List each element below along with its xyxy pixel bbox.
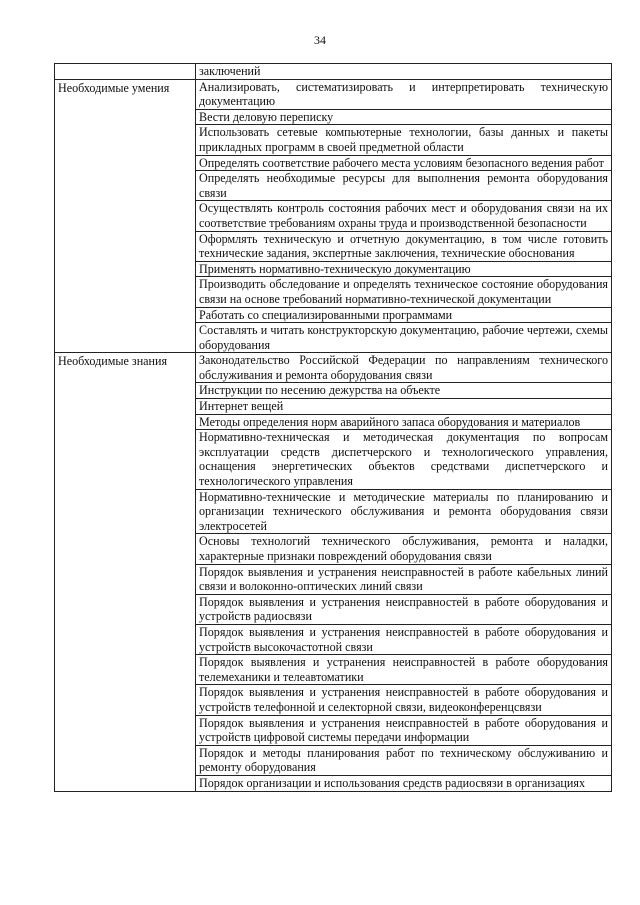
requirements-table <box>54 63 612 792</box>
table-cell: Составлять и читать конструкторскую документацию, рабочие чертежи, схемы оборудования <box>196 323 612 353</box>
table-cell: Порядок выявления и устранения неисправностей в работе кабельных линий связи и волоконно-оптических линий связи <box>196 564 612 594</box>
table-cell: Законодательство Российской Федерации по направлениям технического обслуживания и ремонта оборудования связи <box>196 353 612 383</box>
table-cell: Инструкции по несению дежурства на объекте <box>196 383 612 399</box>
table-cell: Порядок выявления и устранения неисправностей в работе оборудования телемеханики и телеавтоматики <box>196 655 612 685</box>
table-cell: Интернет вещей <box>196 399 612 415</box>
table-cell: Производить обследование и определять техническое состояние оборудования связи на основе требований нормативно-технической документации <box>196 277 612 307</box>
table-cell: Нормативно-техническая и методическая документация по вопросам эксплуатации средств диспетчерского и технологического управления, оснащения энергетических объектов средствами диспетчерского и технологического управления <box>196 430 612 489</box>
table-cell: Вести деловую переписку <box>196 109 612 125</box>
table-cell: Методы определения норм аварийного запаса оборудования и материалов <box>196 414 612 430</box>
section-label: Необходимые умения <box>55 79 196 353</box>
table-cell: Работать со специализированными программами <box>196 307 612 323</box>
table-cell: Нормативно-технические и методические материалы по планированию и организации технического обслуживания и ремонта оборудования связи электросетей <box>196 489 612 534</box>
table-cell: Порядок и методы планирования работ по техническому обслуживанию и ремонту оборудования <box>196 745 612 775</box>
requirements-table-body <box>55 64 612 792</box>
table-cell: Порядок выявления и устранения неисправностей в работе оборудования и устройств радиосвязи <box>196 594 612 624</box>
continuation-label-cell <box>55 64 196 80</box>
table-cell: Порядок выявления и устранения неисправностей в работе оборудования и устройств цифровой системы передачи информации <box>196 715 612 745</box>
continuation-row <box>55 64 612 80</box>
table-cell: Порядок выявления и устранения неисправностей в работе оборудования и устройств высокочастотной связи <box>196 624 612 654</box>
table-cell: Определять соответствие рабочего места условиям безопасного ведения работ <box>196 155 612 171</box>
table-cell: Анализировать, систематизировать и интерпретировать техническую документацию <box>196 79 612 109</box>
section-label: Необходимые знания <box>55 353 196 791</box>
table-cell: Использовать сетевые компьютерные технологии, базы данных и пакеты прикладных программ в своей предметной области <box>196 125 612 155</box>
table-cell: Порядок организации и использования средств радиосвязи в организациях <box>196 775 612 791</box>
table-row <box>55 353 612 383</box>
table-cell: Порядок выявления и устранения неисправностей в работе оборудования и устройств телефонной и селекторной связи, видеоконференцсвязи <box>196 685 612 715</box>
table-row <box>55 79 612 109</box>
table-cell: Оформлять техническую и отчетную документацию, в том числе готовить технические задания, экспертные заключения, технические обоснования <box>196 231 612 261</box>
continuation-cell: заключений <box>196 64 612 80</box>
table-cell: Осуществлять контроль состояния рабочих мест и оборудования связи на их соответствие требованиям охраны труда и производственной безопасности <box>196 201 612 231</box>
table-cell: Применять нормативно-техническую документацию <box>196 261 612 277</box>
page-number: 34 <box>314 33 326 47</box>
table-cell: Определять необходимые ресурсы для выполнения ремонта оборудования связи <box>196 171 612 201</box>
table-cell: Основы технологий технического обслуживания, ремонта и наладки, характерные признаки повреждений оборудования связи <box>196 534 612 564</box>
